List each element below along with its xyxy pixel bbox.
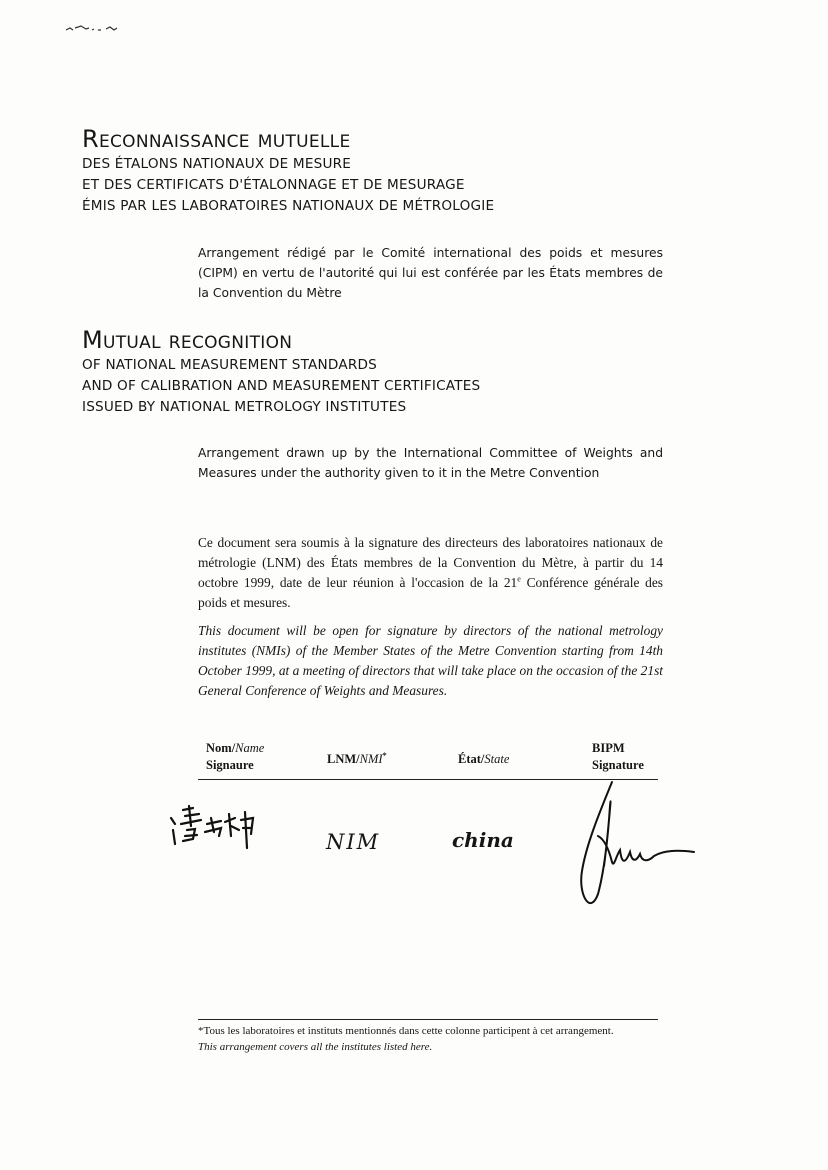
footnote-french: *Tous les laboratoires et instituts mentionnés dans cette colonne participent à cet arrangement.: [198, 1025, 614, 1037]
english-heading: [82, 325, 480, 418]
bipm-signature-image: [568, 776, 698, 916]
footnote-rule: [198, 1019, 658, 1020]
french-arrangement-text: Arrangement rédigé par le Comité international des poids et mesures (CIPM) en vertu de l'autorité qui lui est conférée par les États membres de la Convention du Mètre: [198, 246, 663, 300]
english-subtitle-line-2: AND OF CALIBRATION AND MEASUREMENT CERTIFICATES: [82, 378, 481, 394]
bipm-signature-column-header: BIPM Signature: [592, 741, 644, 772]
french-subtitle-line-1: DES ÉTALONS NATIONAUX DE MESURE: [82, 156, 352, 172]
name-signature-column-header: Nom/Name Signaure: [206, 741, 265, 772]
scan-artifact-mark: [64, 22, 128, 36]
english-arrangement-text: Arrangement drawn up by the International Committee of Weights and Measures under the authority given to it in the Metre Convention: [198, 446, 663, 480]
state-column-header: État/State: [458, 752, 510, 766]
english-signature-notice: This document will be open for signature by directors of the national metrology institutes (NMIs) of the Member States of the Metre Convention starting from 14th October 1999, at a meeting of directors that will take place on the occasion of the 21st General Conference of Weights and Measures.: [198, 623, 663, 698]
french-signature-notice: Ce document sera soumis à la signature des directeurs des laboratoires nationaux de métrologie (LNM) des États membres de la Convention du Mètre, à partir du 14 octobre 1999, date de leur réunion à l'occasion de la 21e Conférence générale des poids et mesures.: [198, 535, 663, 610]
lnm-value: NIM: [326, 830, 381, 854]
french-subtitle-line-2: ET DES CERTIFICATS D'ÉTALONNAGE ET DE MESURAGE: [82, 177, 465, 193]
english-title: Mutual recognition: [82, 326, 293, 354]
english-subtitle-line-1: OF NATIONAL MEASUREMENT STANDARDS: [82, 357, 377, 373]
english-subtitle-line-3: ISSUED BY NATIONAL METROLOGY INSTITUTES: [82, 399, 407, 415]
footnote-english: This arrangement covers all the institutes listed here.: [198, 1041, 433, 1053]
signer-signature-image: [165, 800, 260, 860]
state-value: china: [452, 828, 514, 852]
lnm-column-header: LNM/NMI*: [327, 750, 387, 766]
french-title: Reconnaissance mutuelle: [82, 125, 351, 153]
french-subtitle-line-3: ÉMIS PAR LES LABORATOIRES NATIONAUX DE MÉTROLOGIE: [82, 198, 495, 214]
french-heading: [82, 124, 494, 217]
